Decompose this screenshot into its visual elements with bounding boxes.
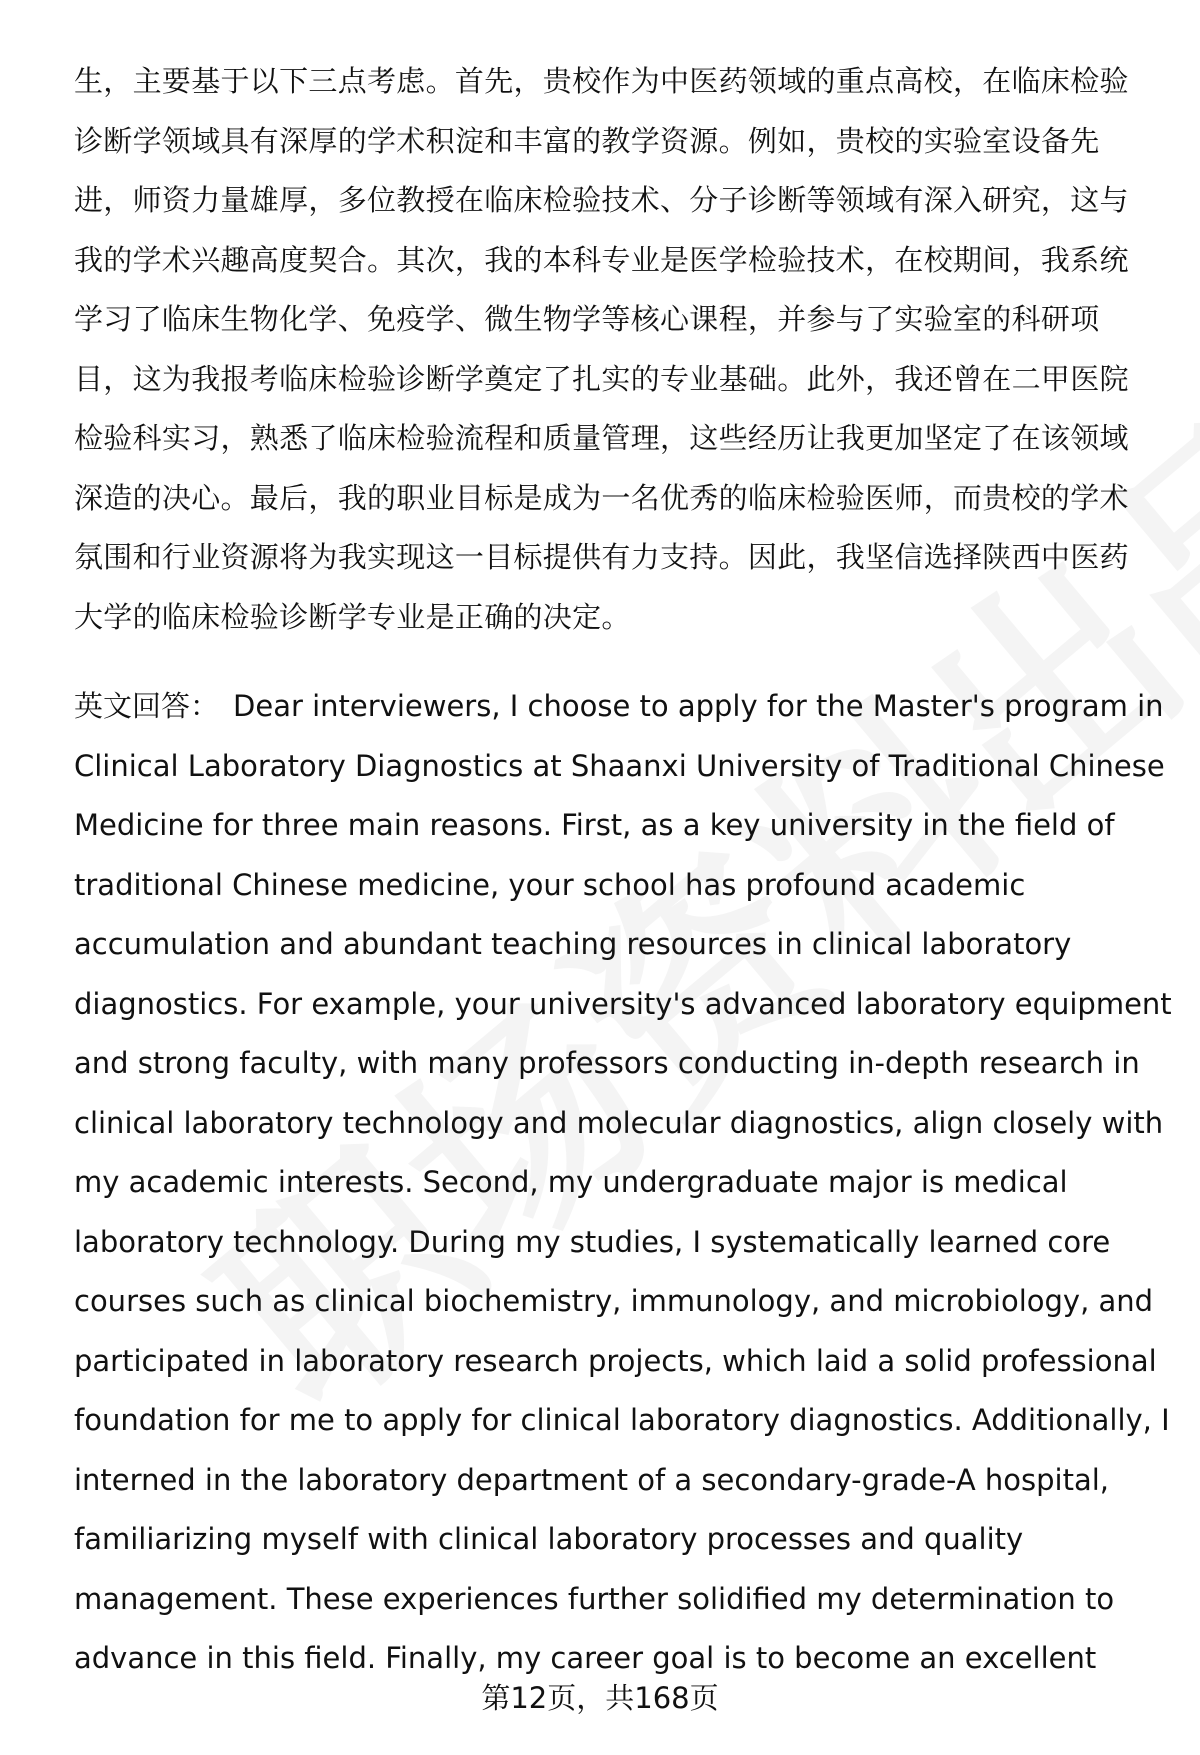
text-line: 我的学术兴趣高度契合。其次，我的本科专业是医学检验技术，在校期间，我系统 [74, 242, 1129, 277]
text-line: management. These experiences further solidified my determination to [74, 1581, 1115, 1616]
text-line: 大学的临床检验诊断学专业是正确的决定。 [74, 599, 631, 634]
text-line: 深造的决心。最后，我的职业目标是成为一名优秀的临床检验医师，而贵校的学术 [74, 480, 1129, 515]
text-line: 检验科实习，熟悉了临床检验流程和质量管理，这些经历让我更加坚定了在该领域 [74, 421, 1129, 455]
text-line: clinical laboratory technology and molecular diagnostics, align closely with [74, 1105, 1164, 1140]
english-answer-label: 英文回答： [74, 689, 220, 723]
text-line: and strong faculty, with many professors conducting in-depth research in [74, 1046, 1140, 1080]
text-line: 诊断学领域具有深厚的学术积淀和丰富的教学资源。例如，贵校的实验室设备先 [74, 123, 1100, 158]
text-line: Medicine for three main reasons. First, as a key university in the field of [74, 808, 1115, 842]
text-line: Clinical Laboratory Diagnostics at Shaanxi University of Traditional Chinese [74, 748, 1165, 783]
text-line: advance in this field. Finally, my career goal is to become an excellent [74, 1641, 1097, 1675]
text-line: participated in laboratory research projects, which laid a solid professional [74, 1343, 1157, 1378]
english-answer-paragraph [74, 677, 1172, 1689]
chinese-answer-paragraph [74, 52, 1154, 647]
text-line: traditional Chinese medicine, your school has profound academic [74, 867, 1026, 902]
text-line: 进，师资力量雄厚，多位教授在临床检验技术、分子诊断等领域有深入研究，这与 [74, 183, 1129, 217]
text-line: familiarizing myself with clinical laboratory processes and quality [74, 1522, 1024, 1556]
text-line: 目，这为我报考临床检验诊断学奠定了扎实的专业基础。此外，我还曾在二甲医院 [74, 361, 1129, 396]
text-line: courses such as clinical biochemistry, immunology, and microbiology, and [74, 1284, 1154, 1318]
text-line: my academic interests. Second, my undergraduate major is medical [74, 1165, 1068, 1199]
text-line: 氛围和行业资源将为我实现这一目标提供有力支持。因此，我坚信选择陕西中医药 [74, 540, 1129, 574]
text-line-first [74, 677, 1164, 737]
text-line: foundation for me to apply for clinical laboratory diagnostics. Additionally, I [74, 1403, 1170, 1437]
text-line: interned in the laboratory department of a secondary-grade-A hospital, [74, 1462, 1109, 1497]
text-line-content: Dear interviewers, I choose to apply for the Master's program in [233, 689, 1164, 723]
page-number-footer: 第12页，共168页 [481, 1681, 719, 1715]
text-line: accumulation and abundant teaching resources in clinical laboratory [74, 927, 1072, 961]
text-line: laboratory technology. During my studies, I systematically learned core [74, 1224, 1111, 1259]
text-line: 生，主要基于以下三点考虑。首先，贵校作为中医药领域的重点高校，在临床检验 [74, 64, 1129, 98]
text-line: 学习了临床生物化学、免疫学、微生物学等核心课程，并参与了实验室的科研项 [74, 302, 1100, 336]
text-line: diagnostics. For example, your university's advanced laboratory equipment [74, 986, 1172, 1021]
